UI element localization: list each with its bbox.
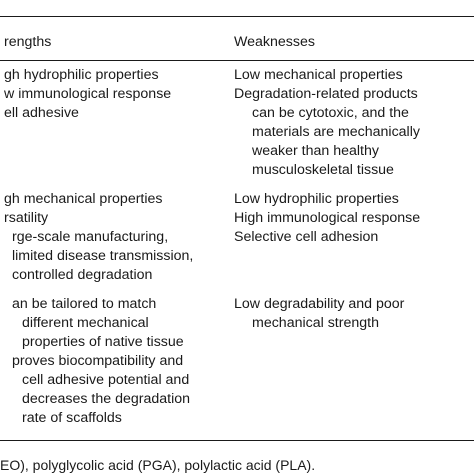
- weakness-line: Selective cell adhesion: [234, 229, 379, 245]
- table-top-rule: [0, 16, 474, 17]
- weakness-line: Low hydrophilic properties: [234, 191, 399, 207]
- strength-line: w immunological response: [4, 86, 172, 102]
- header-strengths: rengths: [4, 34, 52, 50]
- strength-line: rate of scaffolds: [22, 410, 122, 426]
- strength-line: limited disease transmission,: [12, 248, 194, 264]
- weakness-line: Low degradability and poor: [234, 296, 405, 312]
- weakness-line: Degradation-related products: [234, 86, 418, 102]
- header-weaknesses: Weaknesses: [234, 34, 315, 50]
- strength-line: gh mechanical properties: [4, 191, 163, 207]
- weakness-line: can be cytotoxic, and the: [252, 105, 409, 121]
- weakness-line: materials are mechanically: [252, 124, 420, 140]
- weakness-line: musculoskeletal tissue: [252, 162, 394, 178]
- strength-line: proves biocompatibility and: [12, 353, 184, 369]
- strength-line: an be tailored to match: [12, 296, 157, 312]
- table-footnote: EO), polyglycolic acid (PGA), polylactic acid (PLA).: [0, 457, 316, 473]
- strength-line: properties of native tissue: [22, 334, 184, 350]
- weakness-line: weaker than healthy: [252, 143, 379, 159]
- strength-line: different mechanical: [22, 315, 149, 331]
- weakness-line: High immunological response: [234, 210, 421, 226]
- strength-line: controlled degradation: [12, 267, 153, 283]
- weakness-line: mechanical strength: [252, 315, 379, 331]
- table-bottom-rule: [0, 440, 474, 441]
- strength-line: ell adhesive: [4, 105, 79, 121]
- strength-line: cell adhesive potential and: [22, 372, 190, 388]
- strength-line: decreases the degradation: [22, 391, 191, 407]
- strength-line: rge-scale manufacturing,: [12, 229, 169, 245]
- strength-line: gh hydrophilic properties: [4, 67, 159, 83]
- header-bottom-rule: [0, 60, 474, 61]
- weakness-line: Low mechanical properties: [234, 67, 403, 83]
- strength-line: rsatility: [4, 210, 49, 226]
